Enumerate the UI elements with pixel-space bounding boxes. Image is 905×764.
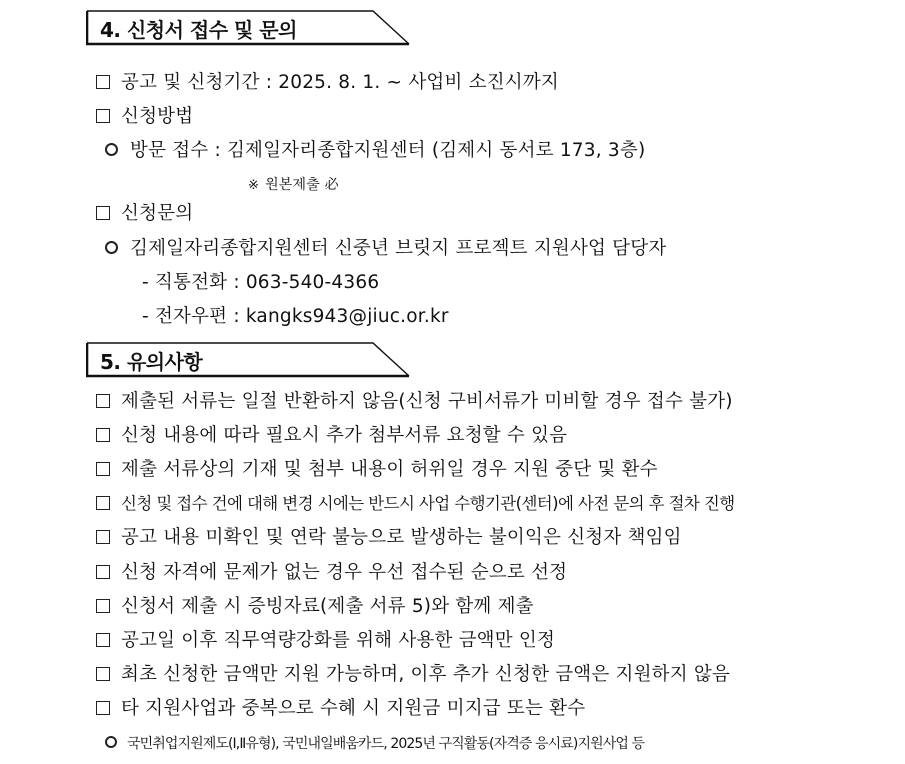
notice-item-text: 최초 신청한 금액만 지원 가능하며, 이후 추가 신청한 금액은 지원하지 않음 [121,664,731,685]
section5-title: 5. 유의사항 [100,350,203,374]
phone-row [142,271,379,295]
section4-header [86,10,412,44]
checkbox-icon [96,530,110,544]
section4-title: 4. 신청서 접수 및 문의 [100,18,297,42]
checkbox-icon [96,75,110,89]
notice-item-text: 제출된 서류는 일절 반환하지 않음(신청 구비서류가 미비할 경우 접수 불가) [121,391,733,412]
inquiry-row [96,202,193,226]
period-row [96,71,559,95]
notice-item [96,663,730,687]
checkbox-icon [96,206,110,220]
checkbox-icon [96,394,110,408]
original-note-text: 원본제출 必 [265,177,339,193]
notice-item [96,390,733,414]
notice-item-text: 신청 및 접수 건에 대해 변경 시에는 반드시 사업 수행기관(센터)에 사전 문의 후 절차 진행 [121,494,735,513]
circle-bullet-icon [105,241,118,254]
checkbox-icon [96,565,110,579]
original-note-row [248,173,339,198]
notice-item [96,697,585,721]
email-text: - 전자우편 : kangks943@jiuc.or.kr [142,306,449,327]
phone-text: - 직통전화 : 063-540-4366 [142,272,380,293]
checkbox-icon [96,667,110,681]
section5-header [86,342,412,376]
inquiry-text: 신청문의 [121,203,194,224]
circle-bullet-icon [105,143,118,156]
notice-item [96,561,567,585]
notice-item-text: 신청 자격에 문제가 없는 경우 우선 접수된 순으로 선정 [121,562,568,583]
reference-mark-icon: ※ [248,178,260,193]
method-text: 신청방법 [121,106,194,127]
notice-item-text: 신청 내용에 따라 필요시 추가 첨부서류 요청할 수 있음 [121,425,568,446]
notice-sub-item [105,732,644,756]
notice-item [96,424,567,448]
visit-text: 방문 접수 : 김제일자리종합지원센터 (김제시 동서로 173, 3층) [130,140,646,161]
notice-item-text: 제출 서류상의 기재 및 첨부 내용이 허위일 경우 지원 중단 및 환수 [121,459,658,480]
checkbox-icon [96,496,110,510]
checkbox-icon [96,633,110,647]
notice-item-text: 신청서 제출 시 증빙자료(제출 서류 5)와 함께 제출 [121,596,534,617]
contact-org-text: 김제일자리종합지원센터 신중년 브릿지 프로젝트 지원사업 담당자 [130,238,667,259]
checkbox-icon [96,428,110,442]
method-row [96,105,193,129]
notice-item [96,458,658,482]
contact-org-row [105,237,666,261]
period-text: 공고 및 신청기간 : 2025. 8. 1. ~ 사업비 소진시까지 [121,72,559,93]
notice-item [96,492,735,516]
notice-item-text: 공고일 이후 직무역량강화를 위해 사용한 금액만 인정 [121,630,556,651]
checkbox-icon [96,701,110,715]
notice-item [96,526,682,550]
visit-row [105,139,645,163]
checkbox-icon [96,462,110,476]
notice-item-text: 공고 내용 미확인 및 연락 불능으로 발생하는 불이익은 신청자 책임임 [121,527,682,548]
circle-bullet-icon [105,736,117,748]
notice-sub-item-text: 국민취업지원제도(Ⅰ,Ⅱ유형), 국민내일배움카드, 2025년 구직활동(자격증 응시료)지원사업 등 [127,736,645,752]
email-row [142,305,449,329]
notice-item-text: 타 지원사업과 중복으로 수혜 시 지원금 미지급 또는 환수 [121,698,586,719]
checkbox-icon [96,599,110,613]
notice-item [96,629,555,653]
checkbox-icon [96,109,110,123]
notice-item [96,595,534,619]
